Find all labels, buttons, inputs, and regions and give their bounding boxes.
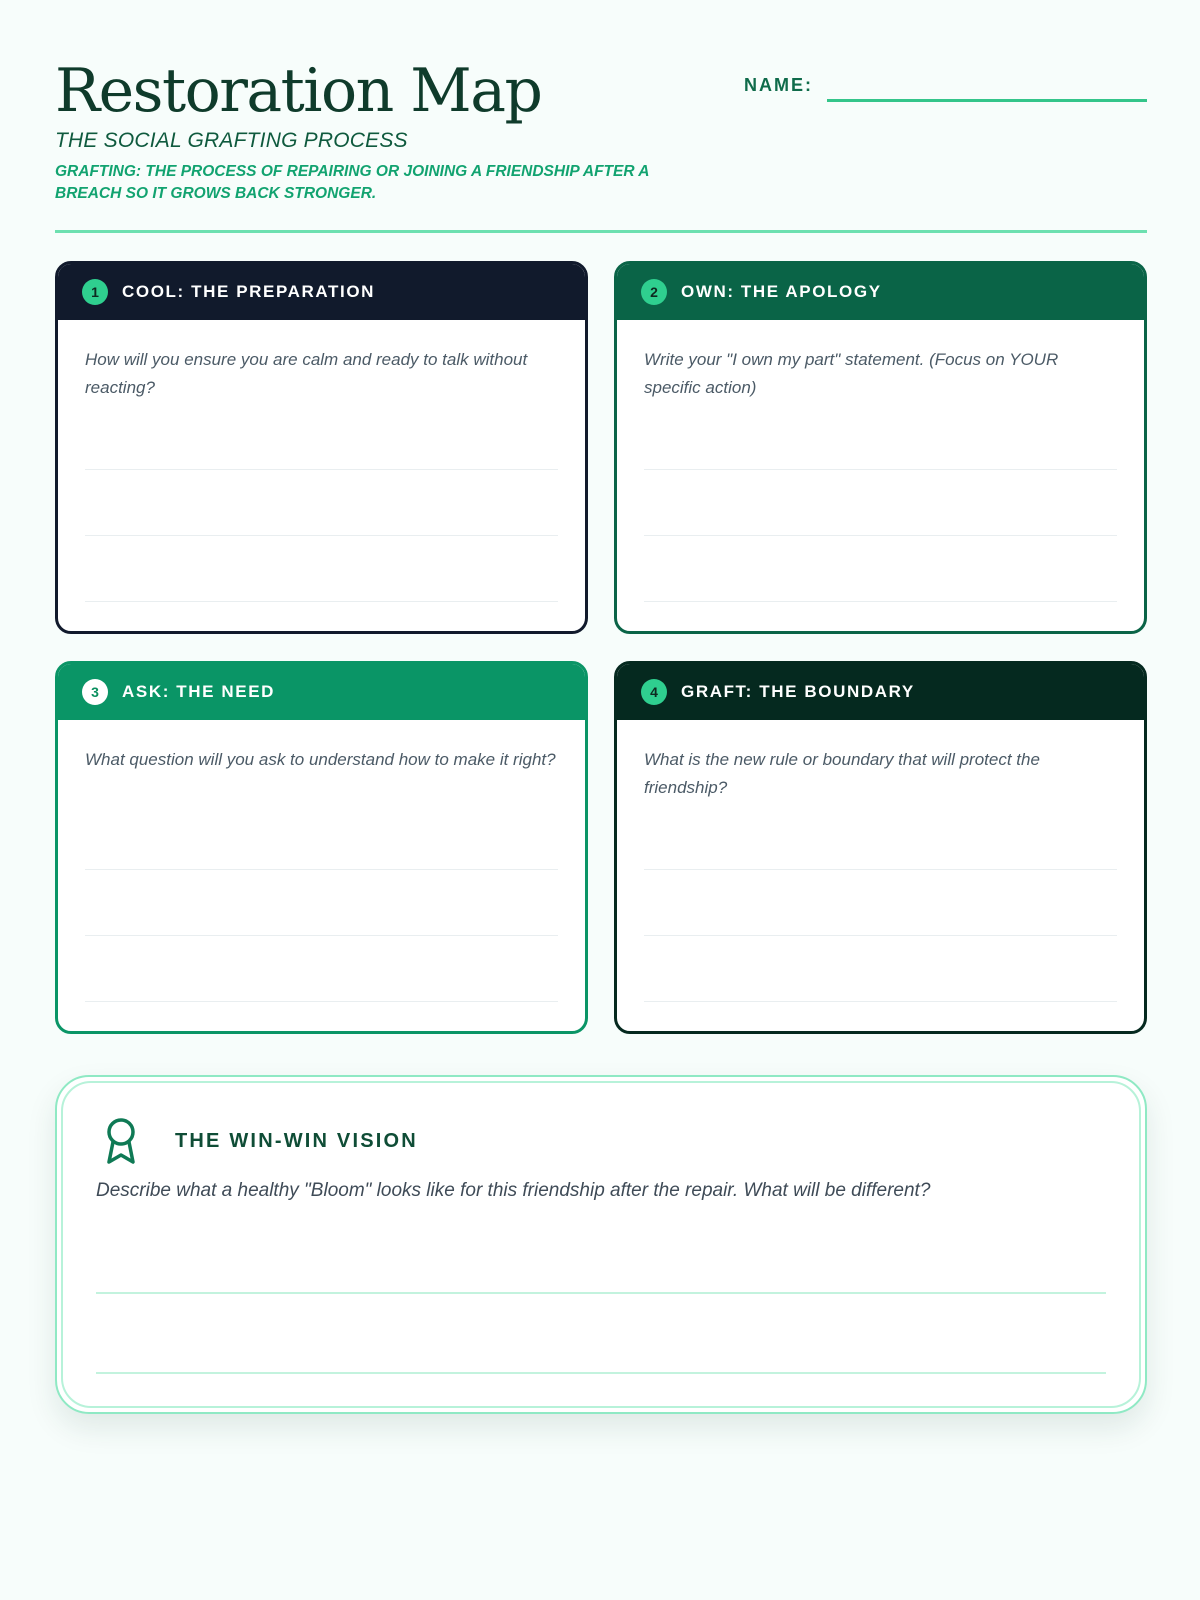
award-ribbon-icon bbox=[103, 1117, 139, 1169]
writing-line[interactable] bbox=[85, 601, 558, 602]
page-subtitle: THE SOCIAL GRAFTING PROCESS bbox=[55, 129, 408, 152]
step-title: GRAFT: THE BOUNDARY bbox=[681, 682, 915, 701]
step-prompt: What question will you ask to understand how to make it right? bbox=[85, 750, 556, 769]
writing-line[interactable] bbox=[85, 1001, 558, 1002]
writing-line[interactable] bbox=[96, 1292, 1106, 1294]
writing-line[interactable] bbox=[85, 535, 558, 536]
name-input-line[interactable] bbox=[827, 99, 1147, 102]
writing-line[interactable] bbox=[96, 1372, 1106, 1374]
header bbox=[55, 55, 1147, 205]
step-card-ask bbox=[55, 661, 588, 1034]
writing-line[interactable] bbox=[644, 935, 1117, 936]
writing-line[interactable] bbox=[644, 1001, 1117, 1002]
vision-prompt: Describe what a healthy "Bloom" looks like for this friendship after the repair. What will be different? bbox=[96, 1180, 931, 1201]
writing-line[interactable] bbox=[644, 601, 1117, 602]
step-card-header bbox=[617, 264, 1144, 320]
step-title: OWN: THE APOLOGY bbox=[681, 282, 882, 301]
grafting-definition: GRAFTING: THE PROCESS OF REPAIRING OR JOINING A FRIENDSHIP AFTER A BREACH SO IT GROWS BACK STRONGER. bbox=[55, 163, 649, 202]
writing-line[interactable] bbox=[85, 469, 558, 470]
step-card-body bbox=[58, 320, 585, 402]
writing-line[interactable] bbox=[644, 869, 1117, 870]
header-divider bbox=[55, 230, 1147, 233]
page-title: Restoration Map bbox=[55, 56, 542, 126]
step-number-badge: 2 bbox=[641, 279, 667, 305]
step-card-body bbox=[58, 720, 585, 774]
step-card-body bbox=[617, 720, 1144, 802]
step-card-header bbox=[617, 664, 1144, 720]
name-field-block bbox=[744, 75, 1147, 102]
step-card-graft bbox=[614, 661, 1147, 1034]
step-number-badge: 1 bbox=[82, 279, 108, 305]
step-title: ASK: THE NEED bbox=[122, 682, 276, 701]
step-card-body bbox=[617, 320, 1144, 402]
step-card-header bbox=[58, 664, 585, 720]
writing-line[interactable] bbox=[644, 469, 1117, 470]
step-prompt: What is the new rule or boundary that will protect the friendship? bbox=[644, 750, 1040, 797]
writing-line[interactable] bbox=[644, 535, 1117, 536]
step-prompt: Write your "I own my part" statement. (Focus on YOUR specific action) bbox=[644, 350, 1059, 397]
writing-line[interactable] bbox=[85, 935, 558, 936]
name-label: NAME: bbox=[744, 75, 813, 95]
win-win-vision-box bbox=[55, 1075, 1147, 1414]
step-card-own bbox=[614, 261, 1147, 634]
step-prompt: How will you ensure you are calm and ready to talk without reacting? bbox=[85, 350, 528, 397]
step-number-badge: 4 bbox=[641, 679, 667, 705]
vision-title: THE WIN-WIN VISION bbox=[175, 1130, 418, 1152]
step-title: COOL: THE PREPARATION bbox=[122, 282, 376, 301]
writing-line[interactable] bbox=[85, 869, 558, 870]
step-number-badge: 3 bbox=[82, 679, 108, 705]
step-card-header bbox=[58, 264, 585, 320]
step-card-cool bbox=[55, 261, 588, 634]
